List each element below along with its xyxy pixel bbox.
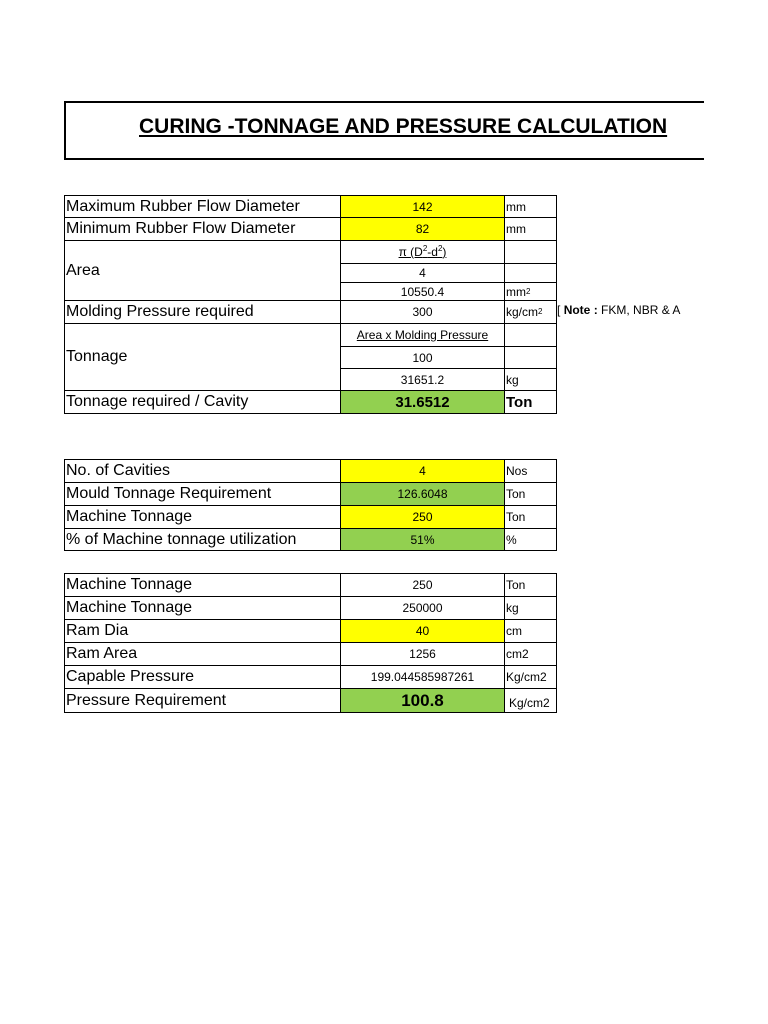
ram-dia-unit: cm (504, 619, 557, 643)
ram-dia-label: Ram Dia (64, 619, 341, 643)
machine-tonnage-kg-unit: kg (504, 596, 557, 620)
area-formula-unit-cell (504, 240, 557, 264)
tonnage-label: Tonnage (64, 323, 341, 391)
pressure-requirement-label: Pressure Requirement (64, 688, 341, 713)
cavities-label: No. of Cavities (64, 459, 341, 483)
area-unit: mm 2 (504, 282, 557, 301)
area-formula: π $(D^2-d^2)$ (398, 244, 447, 259)
pressure-requirement-unit: Kg/cm2 (504, 688, 557, 713)
machine-tonnage-ton-label: Machine Tonnage (64, 573, 341, 597)
tonnage-per-cavity-label: Tonnage required / Cavity (64, 390, 341, 414)
machine-tonnage-label: Machine Tonnage (64, 505, 341, 529)
capable-pressure-unit: Kg/cm2 (504, 665, 557, 689)
tonnage-value: 31651.2 (340, 368, 505, 391)
molding-pressure-value: 300 (340, 300, 505, 324)
molding-pressure-label: Molding Pressure required (64, 300, 341, 324)
tonnage-divisor: 100 (340, 346, 505, 369)
area-divisor: 4 (340, 263, 505, 283)
note-text (557, 303, 680, 317)
note-body: FKM, NBR & A (601, 303, 681, 317)
mould-tonnage-label: Mould Tonnage Requirement (64, 482, 341, 506)
ram-area-label: Ram Area (64, 642, 341, 666)
max-diameter-label: Maximum Rubber Flow Diameter (64, 195, 341, 218)
pressure-unit-text: kg/cm (506, 305, 539, 319)
note-bold: Note : (563, 303, 598, 317)
machine-tonnage-ton-value: 250 (340, 573, 505, 597)
area-label: Area (64, 240, 341, 301)
tonnage-formula: Area x Molding Pressure (356, 328, 489, 342)
tonnage-per-cavity-unit: Ton (504, 390, 557, 414)
formula-part-end: ) (442, 245, 447, 259)
tonnage-unit: kg (504, 368, 557, 391)
ram-area-unit: cm2 (504, 642, 557, 666)
note-bracket: [ (557, 303, 561, 317)
area-unit-text: mm (506, 284, 526, 299)
tonnage-per-cavity-value: 31.6512 (340, 390, 505, 414)
tonnage-divisor-unit-cell (504, 346, 557, 369)
page-title: CURING -TONNAGE AND PRESSURE CALCULATION (139, 115, 668, 138)
utilization-label: % of Machine tonnage utilization (64, 528, 341, 551)
capable-pressure-value: 199.044585987261 (340, 665, 505, 689)
cavities-input[interactable]: 4 (340, 459, 505, 483)
tonnage-formula-cell (340, 323, 505, 347)
machine-tonnage-unit: Ton (504, 505, 557, 529)
machine-tonnage-input[interactable]: 250 (340, 505, 505, 529)
area-divisor-unit-cell (504, 263, 557, 283)
area-formula-cell (340, 240, 505, 264)
utilization-unit: % (504, 528, 557, 551)
max-diameter-unit: mm (504, 195, 557, 218)
molding-pressure-unit: kg/cm 2 (504, 300, 557, 324)
max-diameter-input[interactable]: 142 (340, 195, 505, 218)
capable-pressure-label: Capable Pressure (64, 665, 341, 689)
utilization-value: 51% (340, 528, 505, 551)
machine-tonnage-ton-unit: Ton (504, 573, 557, 597)
ram-area-value: 1256 (340, 642, 505, 666)
area-value: 10550.4 (340, 282, 505, 301)
cavities-unit: Nos (504, 459, 557, 483)
machine-tonnage-kg-label: Machine Tonnage (64, 596, 341, 620)
min-diameter-input[interactable]: 82 (340, 217, 505, 241)
machine-tonnage-kg-value: 250000 (340, 596, 505, 620)
formula-part-pi: π (D (398, 245, 423, 259)
ram-dia-input[interactable]: 40 (340, 619, 505, 643)
tonnage-formula-unit-cell (504, 323, 557, 347)
min-diameter-label: Minimum Rubber Flow Diameter (64, 217, 341, 241)
pressure-requirement-value: 100.8 (340, 688, 505, 713)
min-diameter-unit: mm (504, 217, 557, 241)
mould-tonnage-value: 126.6048 (340, 482, 505, 506)
formula-part-mid: -d (427, 245, 438, 259)
mould-tonnage-unit: Ton (504, 482, 557, 506)
